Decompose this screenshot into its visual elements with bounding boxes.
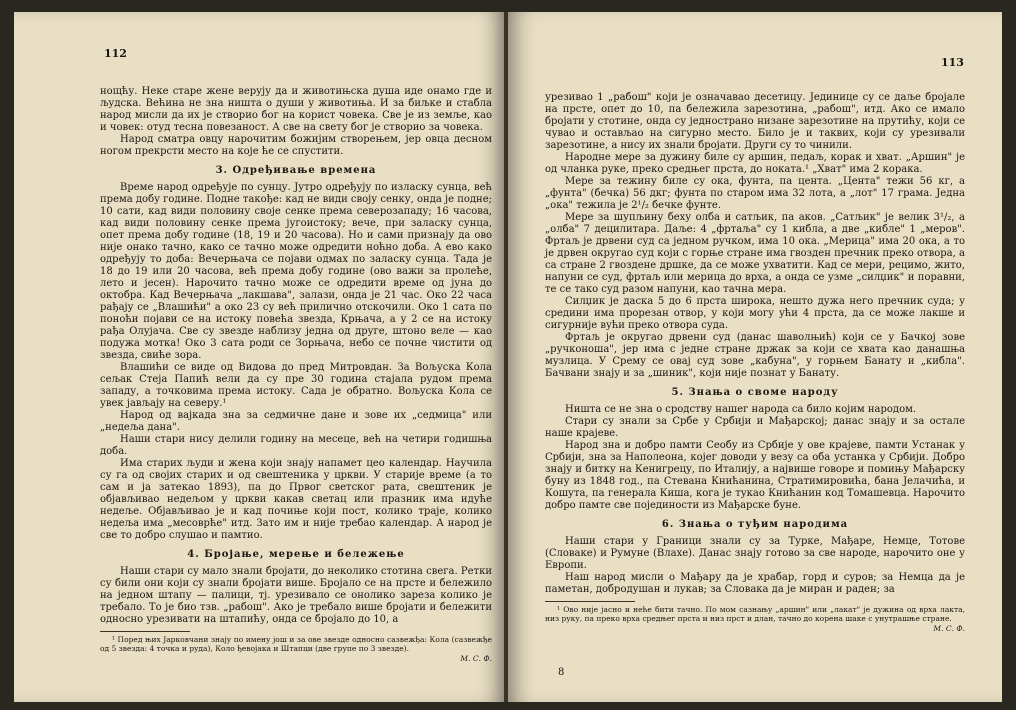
paragraph: Фртаљ је округао дрвени суд (данас шаволњић) који се у Бачкој зове „ручконоша", јер има с једне стране држак за који се хвата као данашња музлица. У Срему се овај суд зове „кабуна", у горњем Банату и „кибла". Бачвани знају и за „шиник", који није познат у Банату. xyxy=(545,332,965,379)
page-number: 112 xyxy=(104,47,127,60)
paragraph: Народ сматра овцу нарочитим божијим створењем, јер овца десном ногом прекрсти место на које ће се спустити. xyxy=(100,134,492,157)
paragraph: Народ од вајкада зна за седмичне дане и зове их „седмица" или „недеља дана". xyxy=(100,410,492,433)
footnote: ¹ Поред њих Јарковчани знају по имену још и за ове звезде односно сазвежђа: Кола (сазвежђе од 5 звезда: 4 точка и рудa), Коло ђевојака и Штапци (две групе по 3 звезде). xyxy=(100,635,492,653)
paragraph: Влашићи се виде од Видова до пред Митровдан. За Вољуска Кола сељак Стеја Папић вели да су пре 30 година стајала рудом према западу, а точковима према истоку. Сада је обратно. Вољуска Кола се увек јављају на северу.¹ xyxy=(100,362,492,409)
section-heading: 6. Знања о туђим народима xyxy=(661,519,849,530)
paragraph: Ништа се не зна о сродству нашег народа са било којим народом. xyxy=(565,404,917,415)
paragraph: Силџик је даска 5 до 6 прста широка, нешто дужа него пречник суда; у средини има прорезан отвор, у који могу ући 4 прста, да се може лакше и сигурније вући преко отвора суда. xyxy=(545,296,965,331)
paragraph: Мере за тежину биле су ока, фунта, па цента. „Цента" тежи 56 кг, а „фунта" (бечка) 56 дкг; фунта по старом има 32 лота, а „лот" 17 грама. Једна „ока" тежила је 2¹/₂ бечке фунте. xyxy=(545,176,965,211)
page-number: 113 xyxy=(941,56,964,69)
paragraph: Народ зна и добро памти Сеобу из Србије у ове крајеве, памти Устанак у Србији, зна за Наполеона, којег доводи у везу са оба устанка у Србији. Добро знају и битку на Кенигрецу, по Италију, а највише говоре и помињу Мађарску буну из 1848 год., па Стевана Книћанина, Стратимировића, бана Јелачића, и Кошута, па генерала Киша, кога је тукао Книћанин код Томашевца. Нарочито добро памте све појединости из Мађарске буне. xyxy=(545,440,965,511)
footnote-signature: М. С. Ф. xyxy=(933,624,965,633)
paragraph: Време народ одређује по сунцу. Јутро одређују по изласку сунца, већ према добу године. Подне такође: кад не види своју сенку, онда је подне; 10 сати, кад види половину своје сенке према северозападу; 16 часова, кад види половину сенке према југоистоку; вече, при заласку сунца, опет према добу године (18, 19 и 20 часова). Но и сами признају да ово није онако тачно, како се тачно може одредити ноћно доба. А ево како одређују то доба: Вечерњача се појави одмах по заласку сунца. Тада је 18 до 19 или 20 часова, већ према добу године (ово важи за пролеће, лето и јесен). Нарочито тачно може се одредити време од јуна до октобра. Кад Вечерњача „лакшава", залази, онда је 21 час. Око 22 часа рађају се „Влашићи" а око 23 су већ прилично отскочили. Око 1 сата по поноћи појави се на истоку повећа звезда, Крњача, а у 2 се на истоку рађа Олујача. Све су звезде наблизу једна од друге, штоно веле — као подужа мотка! Око 3 сата роди се Зорњача, небо се почне чистити од звезда, свиће зора. xyxy=(100,182,492,361)
paragraph: Наши стари су мало знали бројати, до неколико стотина свега. Ретки су били они који су знали бројати више. Бројало се на прсте и бележило на једном штапу — палици, тј. урезивало се онолико зареза колико је требало. То је био тзв. „рабош". Ако је требало више бројати и бележити односно урезивати на штапићу, онда се бројало до 10, а xyxy=(100,566,492,625)
paragraph: урезивао 1 „рабош" који је означавао десетицу. Јединице су се даље бројале на прсте, опет до 10, па бележила зарезотина, „рабош", итд. Ако се имало бројати у стотине, онда су једнострано низане зарезотине на прутићу, који се чувао и остављао на сигурно место. Било је и таквих, који су урезивали зарезотине, а нису их знали бројати. Други су то чинили. xyxy=(545,92,965,151)
section-heading: 4. Бројање, мерење и бележење xyxy=(187,549,405,560)
paragraph: Мере за шупљину беху олба и сатљик, па аков. „Сатљик" је велик 3¹/₂, а „олба" 7 децилитара. Даље: 4 „фртаља" су 1 кибла, а две „кибле" 1 „меров". Фртаљ је дрвени суд са једном ручком, има 10 ока. „Мерица" има 20 ока, а то је дрвен округао суд који с горње стране има гвозден пречник преко отвора, а са стране 2 гвоздене дршке, да се може ухватити. Кад се мери, рецимо, жито, напуни се суд, фртаљ или мерица до врха, а онда се узме „силџик" и поравни, те се тако суд разом напуни, као тачна мера. xyxy=(545,212,965,295)
paragraph: Народне мере за дужину биле су аршин, педаљ, корак и хват. „Аршин" је од чланка руке, преко средњег прста, до ноката.¹ „Хват" има 2 корака. xyxy=(545,152,965,175)
paragraph: Наш народ мисли о Мађару да је храбар, горд и суров; за Немца да је паметан, добродушан и лукав; за Словака да је миран и радeн; за xyxy=(545,572,965,595)
footnote-signature: М. С. Ф. xyxy=(460,654,492,663)
page-body xyxy=(100,86,492,665)
signature-mark: 8 xyxy=(558,667,565,678)
paragraph: Наши стари у Граници знали су за Турке, Мађаре, Немце, Тотове (Словаке) и Румуне (Влахе). Данас знају готово за све народе, нарочито оне у Европи. xyxy=(545,536,965,571)
left-page xyxy=(14,12,506,702)
footnote: ¹ Ово није јасно и неће бити тачно. По мом сазнању „аршин" или „лакат" је дужина од врха лакта, низ руку, па преко врха средњег прста и низ прст и длан, тачно до корена шаке с унутрашње стране. xyxy=(545,605,965,623)
paragraph: нощћу. Неке старе жене верују да и животињска душа иде онамо где и људска. Већина не зна ништа о души у животиња. И за биљке и стабла народ мисли да их је створио бог на корист човека. Све је из земље, као и човек: отуд тесна повезаност. А све на свету бог је створио за човека. xyxy=(100,86,492,133)
footnote-rule xyxy=(100,631,190,632)
section-heading: 5. Знања о своме народу xyxy=(671,387,839,398)
paragraph: Има старих људи и жена који знају напамет цео календар. Научила су га од својих старих и од свештеника у цркви. У старије време (а то сам и ја затекао 1893), па до Првог светског рата, свештеник је објављивао недељом у цркви какав светац или празник има идуће недеље. Објављивао је и кад почиње који пост, колико траје, колико недеља има „месоврће" итд. Зато им и није требао календар. А народ је све то добро слушао и памтио. xyxy=(100,458,492,541)
page-body xyxy=(545,92,965,635)
section-heading: 3. Одређивање времена xyxy=(215,165,377,176)
footnote-rule xyxy=(545,601,635,602)
right-page xyxy=(508,12,1002,702)
paragraph: Наши стари нису делили годину на месеце, већ на четири годишња доба. xyxy=(100,434,492,457)
paragraph: Стари су знали за Србе у Србији и Мађарској; данас знају и за остале наше крајеве. xyxy=(545,416,965,439)
